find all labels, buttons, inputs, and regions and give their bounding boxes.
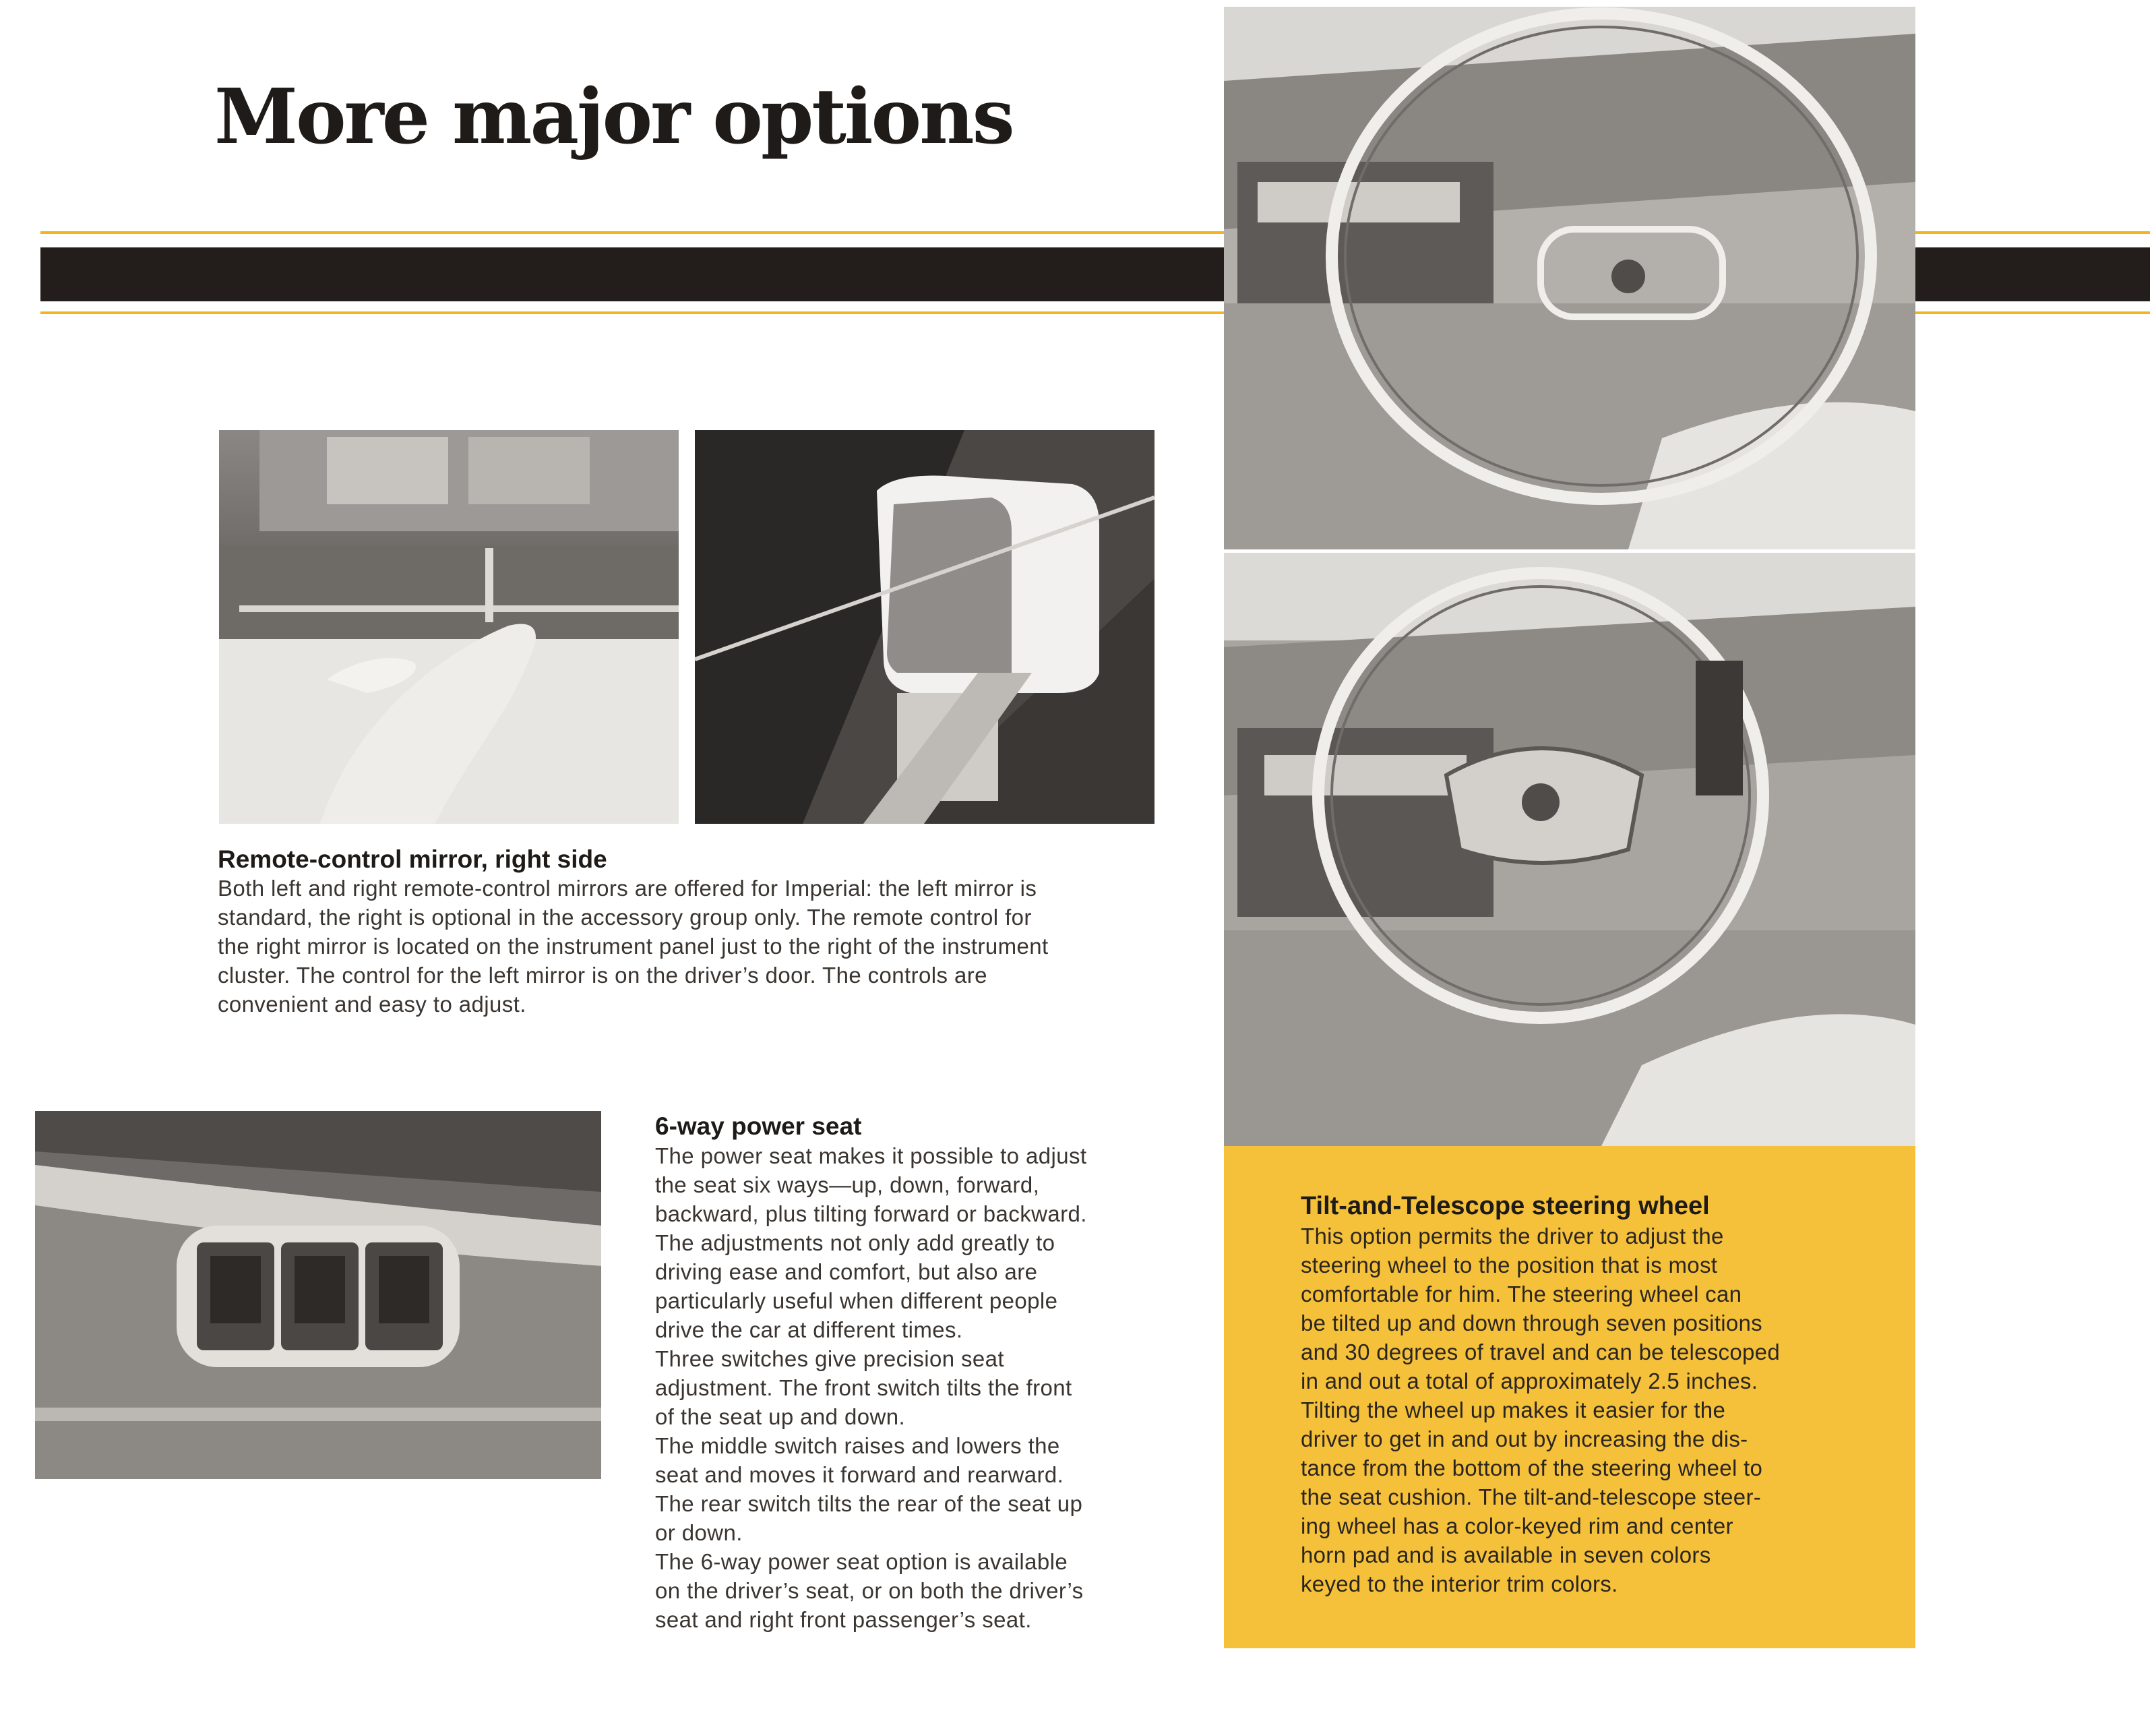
steering-heading: Tilt-and-Telescope steering wheel <box>1301 1192 1710 1220</box>
steering-info-panel <box>1224 1146 1915 1648</box>
steering-wheel-photo-top <box>1224 7 1915 549</box>
mirror-body: Both left and right remote-control mirrors are offered for Imperial: the left mirror is standard, the right is optional in the accessory group only. The remote control for the right mirror is located on the instrument panel just to the right of the instrument cluster. The control for the left mirror is on the driver’s door. The controls are convenient and easy to adjust. <box>218 876 1049 1017</box>
seat-switches-photo <box>35 1111 601 1479</box>
seat-heading: 6-way power seat <box>655 1112 862 1140</box>
page-title: More major options <box>214 73 1013 161</box>
mirror-control-photo <box>219 430 679 824</box>
seat-body: The power seat makes it possible to adjust the seat six ways—up, down, forward, backward, plus tilting forward or backward. The adjustments not only add greatly to driving ease and comfort, but also are particularly useful when different people drive the car at different times. Three switches give precision seat adjustment. The front switch tilts the front of the seat up and down. The middle switch raises and lowers the seat and moves it forward and rearward. The rear switch tilts the rear of the seat up or down. The 6-way power seat option is available on the driver’s seat, or on both the driver’s seat and right front passenger’s seat. <box>655 1143 1087 1632</box>
mirror-heading: Remote-control mirror, right side <box>218 845 607 873</box>
exterior-mirror-photo <box>695 430 1154 824</box>
steering-body: This option permits the driver to adjust the steering wheel to the position that is most comfortable for him. The steering wheel can be tilted up and down through seven positions and 30 degrees of travel and can be telescoped in and out a total of approximately 2.5 inches. Tilting the wheel up makes it easier for the driver to get in and out by increasing the dis- tance from the bottom of the steering wheel to the seat cushion. The tilt-and-telescope steer- ing wheel has a color-keyed rim and center horn pad and is available in seven colors keyed to the interior trim colors. <box>1301 1224 1780 1596</box>
steering-wheel-photo-bottom <box>1224 553 1915 1146</box>
